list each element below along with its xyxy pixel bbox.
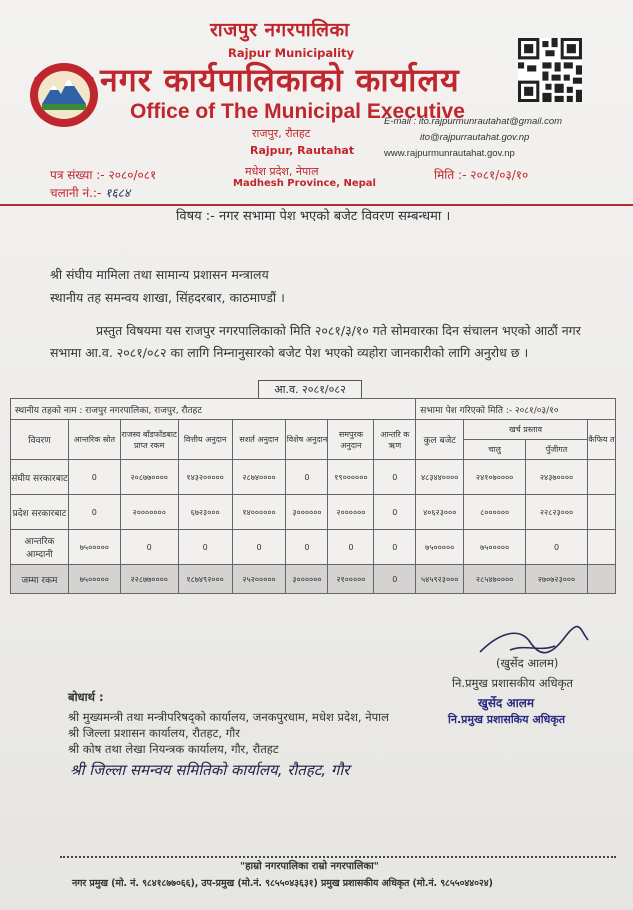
cell: १८७४९२००० <box>178 565 232 594</box>
cc-line-2: श्री जिल्ला प्रशासन कार्यालय, रौतहट, गौर <box>68 726 240 740</box>
cell: 0 <box>68 460 120 495</box>
table-fiscal-year: आ.व. २०८१/०८२ <box>258 380 362 400</box>
cell: 0 <box>286 460 328 495</box>
submitted-date: सभामा पेश गरिएको मिति :- २०८१/०३/१० <box>416 399 616 420</box>
cc-line-1: श्री मुख्यमन्त्री तथा मन्त्रीपरिषद्को कार्यालय, जनकपुरधाम, मधेश प्रदेश, नेपाल <box>68 710 389 724</box>
col-conditional-grant: सशर्त अनुदान <box>232 420 286 460</box>
municipality-name-np: राजपुर नगरपालिका <box>210 19 350 41</box>
cell: ४८३४४०००० <box>416 460 464 495</box>
table-row-total <box>11 565 616 594</box>
letter-number-value: २०८०/०८१ <box>108 168 157 182</box>
cell: 0 <box>328 530 374 565</box>
cell: २४१०७०००० <box>464 460 526 495</box>
table-row <box>11 530 616 565</box>
location-en: Rajpur, Rautahat <box>250 144 355 157</box>
cell: 0 <box>120 530 178 565</box>
cell: ७५००००० <box>464 530 526 565</box>
province-np: मधेश प्रदेश, नेपाल <box>245 165 319 178</box>
cell: 0 <box>68 495 120 530</box>
cell: 0 <box>178 530 232 565</box>
cell: ४०६२३००० <box>416 495 464 530</box>
dispatch-number <box>50 184 130 201</box>
cell: 0 <box>374 565 416 594</box>
cell: २८७४०००० <box>232 460 286 495</box>
footer-slogan: "हाम्रो नगरपालिका राम्रो नगरपालिका" <box>240 861 379 872</box>
cell: 0 <box>374 495 416 530</box>
stamp-name: खुर्सेद आलम <box>478 696 535 710</box>
cell: २५२००००० <box>232 565 286 594</box>
cell: ३०००००० <box>286 565 328 594</box>
body-paragraph: प्रस्तुत विषयमा यस राजपुर नगरपालिकाको मिति २०८१/३/१० गते सोमवारका दिन संचालन भएको आठौं नगर सभामा आ.व. २०८१/०८२ का लागि निम्नानुसारको बजेट पेश भएको व्यहोरा जानकारीको लागि अनुरोध छ । <box>50 323 581 360</box>
cell: 0 <box>526 530 588 565</box>
subject-line: विषय :- नगर सभामा पेश भएको बजेट विवरण सम्बन्धमा । <box>176 209 451 224</box>
contact-email-2: ito@rajpurrautahat.gov.np <box>420 132 530 143</box>
cell: २४३७०००० <box>526 460 588 495</box>
letter-number-label: पत्र संख्या :- <box>50 168 105 182</box>
col-complementary-grant: समपुरक अनुदान <box>328 420 374 460</box>
letter-date-label: मिति :- <box>434 168 467 182</box>
cell: 0 <box>374 530 416 565</box>
addressee-line-1: श्री संघीय मामिला तथा सामान्य प्रशासन मन्त्रालय <box>50 267 269 282</box>
cell <box>587 565 615 594</box>
cell: ७५००००० <box>68 565 120 594</box>
cell: ३०००००० <box>286 495 328 530</box>
table-row <box>11 495 616 530</box>
cell: २०८७७०००० <box>120 460 178 495</box>
col-expenditure-proposal: खर्च प्रस्ताव <box>464 420 588 440</box>
stamp-title: नि.प्रमुख प्रशासकिय अधिकृत <box>448 713 566 726</box>
municipality-name-en: Rajpur Municipality <box>228 46 355 60</box>
cell: ६७२३००० <box>178 495 232 530</box>
cell <box>587 460 615 495</box>
cell: २२८२३००० <box>526 495 588 530</box>
cell: २८५४७०००० <box>464 565 526 594</box>
row-label: जम्मा रकम <box>11 565 69 594</box>
cc-line-3: श्री कोष तथा लेखा नियन्त्रक कार्यालय, गौर, रौतहट <box>68 742 279 756</box>
dispatch-number-value: १६८४ <box>105 186 131 200</box>
cc-heading: बोधार्थ : <box>68 690 104 704</box>
office-name-en: Office of The Municipal Executive <box>130 100 465 123</box>
row-label: आन्तरिक आम्दानी <box>11 530 69 565</box>
cell: ७५००००० <box>68 530 120 565</box>
col-special-grant: विशेष अनुदान <box>286 420 328 460</box>
location-np: राजपुर, रौतहट <box>252 127 311 140</box>
cell <box>587 530 615 565</box>
cell: २००००००० <box>120 495 178 530</box>
letter-date-value: २०८१/०३/१० <box>470 168 529 182</box>
cell: ७५००००० <box>416 530 464 565</box>
office-name-np: नगर कार्यपालिकाको कार्यालय <box>100 61 460 99</box>
col-internal-source: आन्तरिक स्रोत <box>68 420 120 460</box>
cell: २७०७२३००० <box>526 565 588 594</box>
contact-website: www.rajpurmunrautahat.gov.np <box>384 148 515 159</box>
cell: ५४५९२३००० <box>416 565 464 594</box>
contact-email: E-mail : ito.rajpurmunrautahat@gmail.com <box>384 116 563 127</box>
dispatch-number-label: चलानी नं.:- <box>50 186 102 200</box>
cell: १४०००००० <box>232 495 286 530</box>
col-remarks: कैफिय त <box>587 420 615 460</box>
col-capital: पुँजीगत <box>526 440 588 460</box>
row-label: प्रदेश सरकारबाट <box>11 495 69 530</box>
cell: ८०००००० <box>464 495 526 530</box>
cell: 0 <box>286 530 328 565</box>
cell: २१००००० <box>328 565 374 594</box>
local-level-name: स्थानीय तहको नाम : राजपुर नगरपालिका, राजपुर, रौतहट <box>11 399 416 420</box>
cell: 0 <box>374 460 416 495</box>
col-fiscal-grant: वित्तीय अनुदान <box>178 420 232 460</box>
province-en: Madhesh Province, Nepal <box>233 178 376 189</box>
footer-contacts: नगर प्रमुख (मो. नं. ९८४१८७७०६६), उप-प्रमुख (मो.नं. ९८५५०४३६३१) प्रमुख प्रशासकीय अधिकृत (मो.नं. ९८५५०४४०२४) <box>72 878 493 889</box>
col-revenue-share: राजस्व बाँडफाँडबाट प्राप्त रकम <box>120 420 178 460</box>
letter-date <box>434 166 528 183</box>
cc-line-4-handwritten: श्री जिल्ला समन्वय समितिको कार्यालय, रौतहट, गौर <box>70 761 350 779</box>
table-row <box>11 460 616 495</box>
qr-code-icon <box>518 38 582 102</box>
letter-number <box>50 166 156 183</box>
cell <box>587 495 615 530</box>
signatory-title: नि.प्रमुख प्रशासकीय अधिकृत <box>452 676 573 690</box>
nepal-emblem-icon <box>28 60 100 130</box>
addressee-line-2: स्थानीय तह समन्वय शाखा, सिंहदरबार, काठमाण्डौं । <box>50 290 285 305</box>
cell: २२८७७०००० <box>120 565 178 594</box>
col-total-budget: कुल बजेट <box>416 420 464 460</box>
cell: १९०००००० <box>328 460 374 495</box>
cell: १४३२००००० <box>178 460 232 495</box>
cell: 0 <box>232 530 286 565</box>
signatory-name: (खुर्सेद आलम) <box>496 656 559 670</box>
col-description: विवरण <box>11 420 69 460</box>
budget-table <box>10 398 616 594</box>
row-label: संघीय सरकारबाट <box>11 460 69 495</box>
col-internal-loan: आन्तरि क ऋण <box>374 420 416 460</box>
col-recurrent: चालु <box>464 440 526 460</box>
cell: २०००००० <box>328 495 374 530</box>
